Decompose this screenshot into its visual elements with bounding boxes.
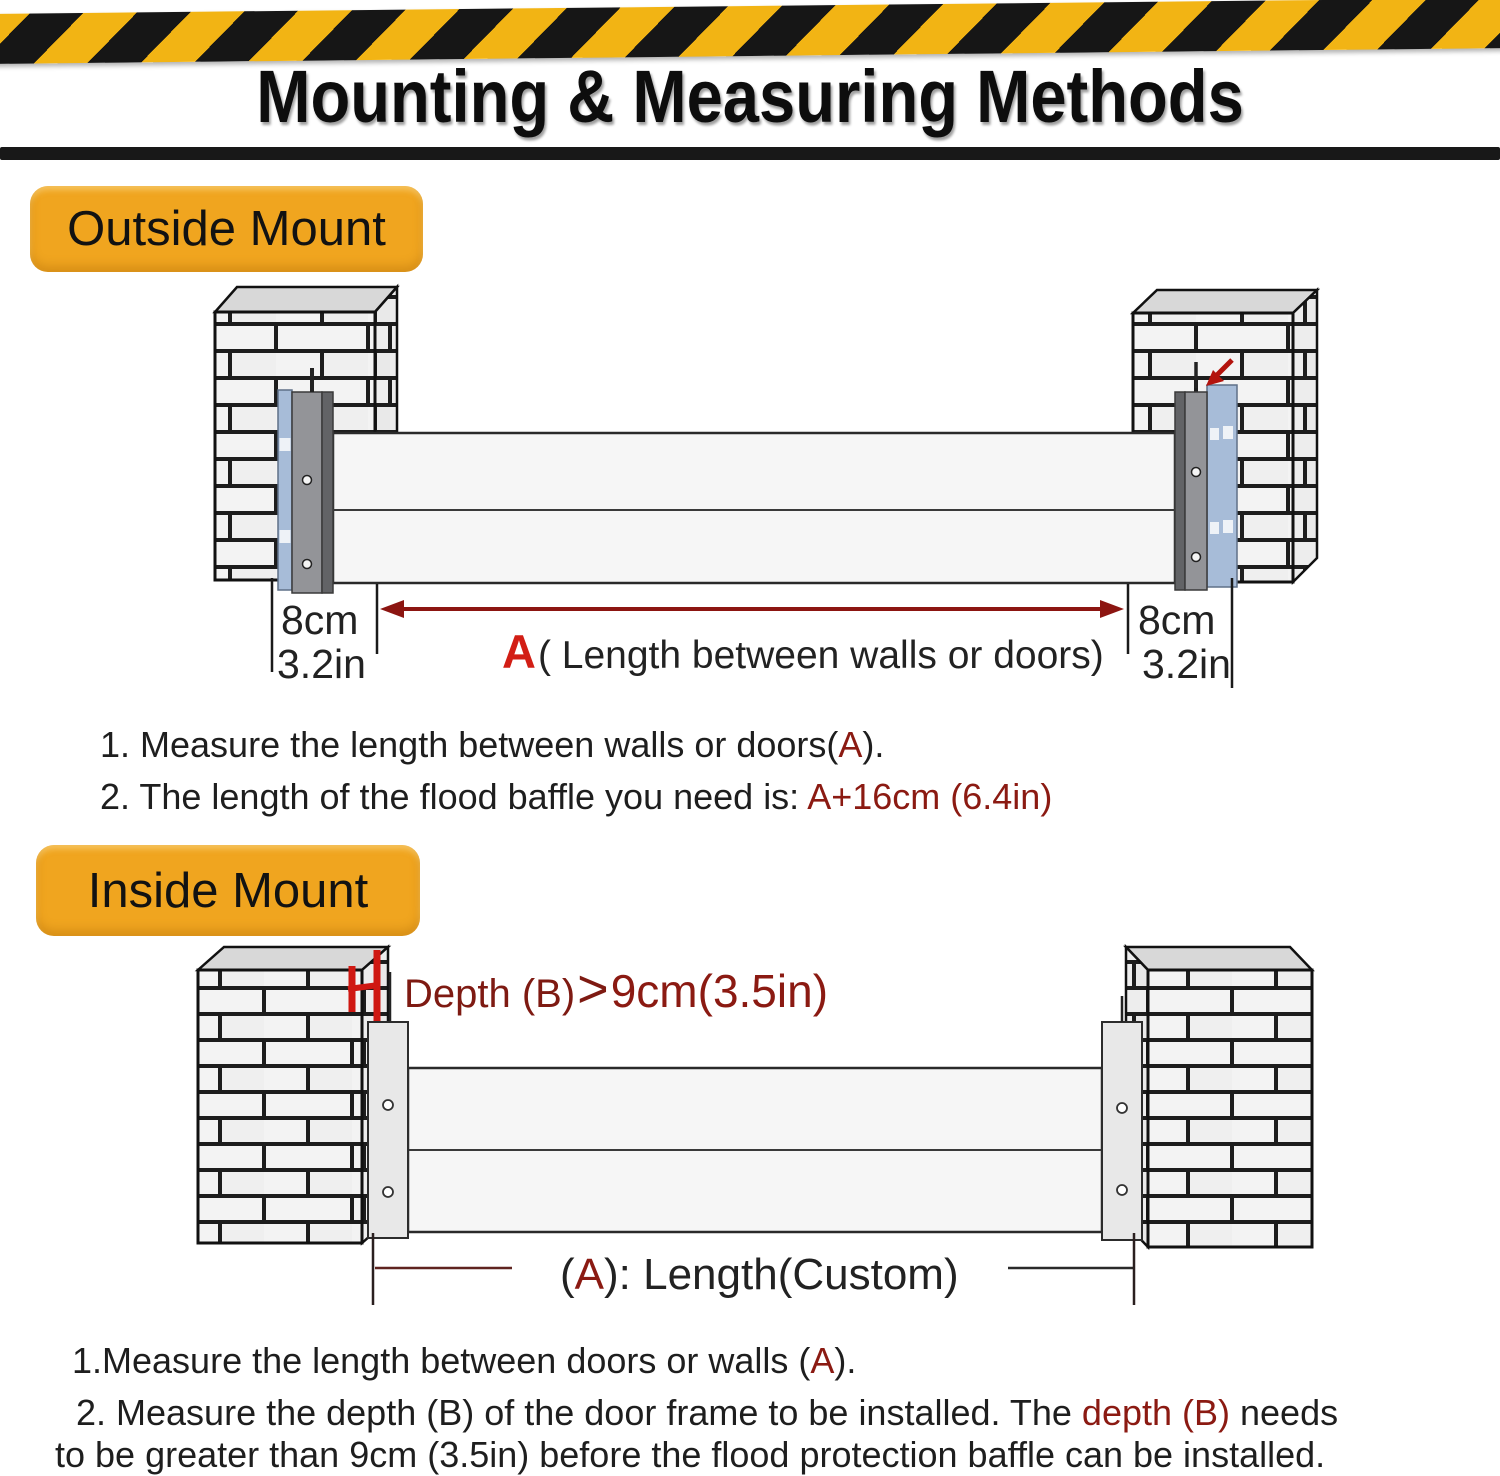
inside-step-2: 2. Measure the depth (B) of the door frame to be installed. The depth (B) needs <box>76 1392 1339 1433</box>
flood-barrier-outside <box>333 433 1175 583</box>
mount-bracket-right-outside <box>1175 362 1237 590</box>
outside-step-2: 2. The length of the flood baffle you need is: A+16cm (6.4in) <box>100 776 1053 817</box>
inside-mount-badge-label: Inside Mount <box>87 863 369 918</box>
length-a-highlight: A <box>502 625 536 678</box>
outside-step-1: 1. Measure the length between walls or doors(A). <box>100 724 885 765</box>
measure-right-inch: 3.2in <box>1142 641 1231 687</box>
brick-pillar-left-inside <box>198 947 388 1243</box>
mount-bracket-left-outside <box>278 368 333 593</box>
length-custom-label: ( A ): Length(Custom) <box>560 1250 959 1299</box>
inside-step-2-continued: to be greater than 9cm (3.5in) before the flood protection baffle can be installed. <box>55 1434 1326 1475</box>
measure-right-cm: 8cm <box>1138 597 1216 643</box>
greater-than-symbol: > <box>577 959 609 1019</box>
mount-bracket-right-inside <box>1102 996 1142 1240</box>
span-arrowhead-left <box>380 600 404 618</box>
mount-bracket-left-inside <box>368 1022 408 1238</box>
brick-pillar-right-inside <box>1126 947 1312 1247</box>
outside-mount-badge <box>30 186 423 272</box>
measure-left-cm: 8cm <box>281 597 359 643</box>
flood-barrier-inside <box>408 1068 1102 1232</box>
measure-left-inch: 3.2in <box>277 641 366 687</box>
outside-mount-badge-label: Outside Mount <box>67 202 386 256</box>
title-divider-bar <box>0 147 1500 160</box>
page-title: Mounting & Measuring Methods <box>256 55 1244 138</box>
inside-mount-badge <box>36 845 420 936</box>
depth-b-label: Depth (B) > 9cm(3.5in) <box>404 959 829 1019</box>
span-arrowhead-right <box>1100 600 1124 618</box>
length-a-label: A ( Length between walls or doors) <box>502 625 1104 678</box>
inside-step-1: 1.Measure the length between doors or walls (A). <box>72 1340 857 1381</box>
